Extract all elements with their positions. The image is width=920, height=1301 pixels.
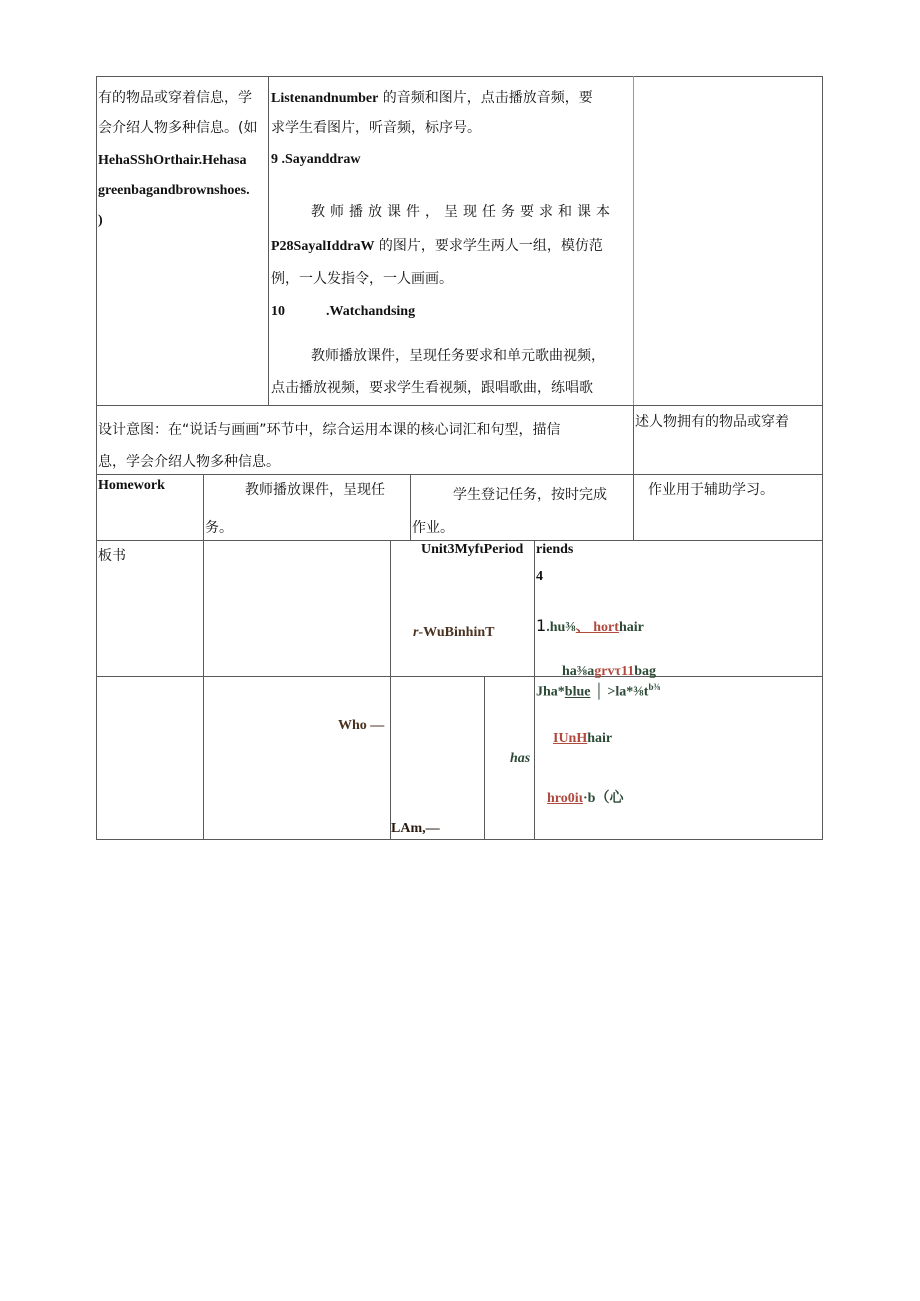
- board-who: Who —: [338, 718, 385, 733]
- table-border-top: [96, 76, 823, 77]
- col-divider: [633, 405, 634, 474]
- activity-line: 教师播放课件，呈现任务要求和课本: [311, 204, 615, 220]
- board-item: 1.hu⅜、 horthair: [536, 616, 644, 635]
- objective-example: ): [98, 213, 103, 228]
- col-divider: [633, 474, 634, 540]
- board-has: has: [510, 751, 531, 766]
- homework-purpose: 作业用于辅助学习。: [648, 482, 774, 498]
- homework-student: 学生登记任务，按时完成: [453, 487, 607, 503]
- objective-example: greenbagandbrownshoes.: [98, 183, 250, 198]
- col-divider: [484, 676, 485, 840]
- board-item: Jha*blue │ $>la*\frac{3}{8}t^{b\frac{3}{8}}$: [536, 682, 661, 700]
- activity-line: Listenandnumber 的音频和图片，点击播放音频，要: [271, 90, 593, 106]
- col-divider: [268, 76, 269, 405]
- activity-line: 求学生看图片，听音频，标序号。: [271, 120, 481, 136]
- table-border-right: [822, 76, 823, 840]
- activity-line: 例，一人发指令，一人画画。: [271, 271, 453, 287]
- row-divider: [96, 474, 823, 475]
- activity-line: 教师播放课件，呈现任务要求和单元歌曲视频，: [311, 348, 605, 364]
- board-title-cont: riends: [536, 542, 574, 557]
- board-subtitle: r-WuBinhinT: [413, 625, 495, 640]
- board-item: hro0iι·b（心: [547, 791, 624, 806]
- board-period: 4: [536, 569, 543, 584]
- activity-line: P28SayalIddraW 的图片，要求学生两人一组，模仿范: [271, 238, 603, 254]
- col-divider: [203, 474, 204, 540]
- homework-teacher: 教师播放课件，呈现任: [245, 482, 385, 498]
- objective-line: 会介绍人物多种信息。(如: [98, 120, 258, 136]
- row-divider: [96, 405, 823, 406]
- board-title: Unit3MyfιPeriod: [421, 542, 524, 557]
- board-item: IUnHhair: [553, 731, 613, 746]
- col-divider: [633, 76, 634, 405]
- activity-title: Listenandnumber: [271, 91, 379, 106]
- table-border-left: [96, 76, 97, 840]
- step-number: 10: [271, 304, 285, 319]
- homework-student: 作业。: [412, 520, 454, 536]
- step-heading: 9 .Sayanddraw: [271, 152, 361, 167]
- col-divider: [534, 540, 535, 840]
- homework-label: Homework: [98, 478, 165, 493]
- design-intent-right: 述人物拥有的物品或穿着: [635, 414, 789, 430]
- activity-line: 点击播放视频，要求学生看视频，跟唱歌曲，练唱歌: [271, 380, 593, 396]
- design-intent: 息，学会介绍人物多种信息。: [98, 454, 280, 470]
- objective-example: HehaSShOrthair.Hehasa: [98, 153, 247, 168]
- row-divider: [96, 676, 823, 677]
- step-heading: .Watchandsing: [326, 304, 416, 319]
- col-divider: [203, 540, 204, 840]
- design-intent: 设计意图：在“说话与画画”环节中，综合运用本课的核心词汇和句型，描信: [98, 422, 561, 438]
- col-divider: [390, 540, 391, 840]
- table-border-bottom: [96, 839, 823, 840]
- board-iam: LAm,—: [391, 821, 440, 836]
- objective-line: 有的物品或穿着信息，学: [98, 90, 252, 106]
- homework-teacher: 务。: [205, 520, 233, 536]
- board-item: ha⅜agrvτ11bag: [562, 664, 656, 679]
- col-divider: [410, 474, 411, 540]
- board-label: 板书: [98, 548, 126, 564]
